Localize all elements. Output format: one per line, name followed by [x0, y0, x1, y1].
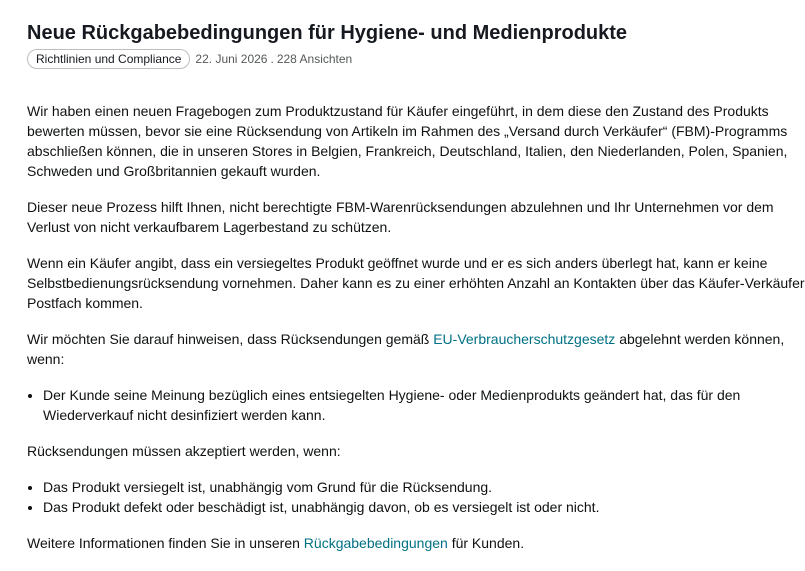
accept-conditions-list — [27, 477, 805, 517]
paragraph-accept-intro: Rücksendungen müssen akzeptiert werden, wenn: — [27, 443, 341, 459]
category-tag[interactable]: Richtlinien und Compliance — [27, 49, 190, 69]
paragraph-eu-law — [27, 329, 805, 369]
return-policy-link[interactable]: Rückgabebedingungen — [303, 535, 448, 551]
eu-consumer-law-link[interactable]: EU-Verbraucherschutzgesetz — [433, 331, 616, 347]
list-item: • Das Produkt defekt oder beschädigt ist, unabhängig davon, ob es versiegelt ist oder nicht. — [43, 497, 805, 517]
list-item: • Das Produkt versiegelt ist, unabhängig vom Grund für die Rücksendung. — [43, 477, 805, 497]
paragraph-intro: Wir haben einen neuen Fragebogen zum Produktzustand für Käufer eingeführt, in dem diese den Zustand des Produkts bewerten müssen, bevor sie eine Rücksendung von Artikeln im Rahmen des „Versand durch Verkäufer“ (FBM)-Programms abschließen können, die in unseren Stores in Belgien, Frankreich, Deutschland, Italien, den Niederlanden, Polen, Spanien, Schweden und Großbritannien gekauft wurden. — [27, 103, 788, 179]
paragraph-more-info — [27, 533, 805, 553]
article-meta — [27, 49, 805, 69]
view-count: 228 Ansichten — [276, 52, 353, 66]
publish-date: 22. Juni 2026 — [195, 52, 268, 66]
meta-separator: . — [270, 52, 274, 66]
reject-conditions-list — [27, 385, 805, 425]
paragraph-sealed-products: Wenn ein Käufer angibt, dass ein versiegeltes Produkt geöffnet wurde und er es sich anders überlegt hat, kann er keine Selbstbedienungsrücksendung vornehmen. Daher kann es zu einer erhöhten Anzahl an Kontakten über das Käufer-Verkäufer Postfach kommen. — [27, 255, 805, 311]
paragraph-eu-law-text-before: Wir möchten Sie darauf hinweisen, dass Rücksendungen gemäß — [27, 331, 434, 347]
paragraph-eu-law-text-after: abgelehnt werden können, wenn: — [27, 331, 785, 367]
more-info-text-before: Weitere Informationen finden Sie in unseren — [27, 535, 304, 551]
more-info-text-after: für Kunden. — [447, 535, 525, 551]
article-body — [27, 101, 805, 553]
paragraph-benefit: Dieser neue Prozess hilft Ihnen, nicht berechtigte FBM-Warenrücksendungen abzulehnen und Ihr Unternehmen vor dem Verlust von nicht verkaufbarem Lagerbestand zu schützen. — [27, 199, 774, 235]
list-item: • Der Kunde seine Meinung bezüglich eines entsiegelten Hygiene- oder Medienprodukts geändert hat, das für den Wiederverkauf nicht desinfiziert werden kann. — [43, 385, 805, 425]
page-title: Neue Rückgabebedingungen für Hygiene- und Medienprodukte — [27, 22, 628, 44]
